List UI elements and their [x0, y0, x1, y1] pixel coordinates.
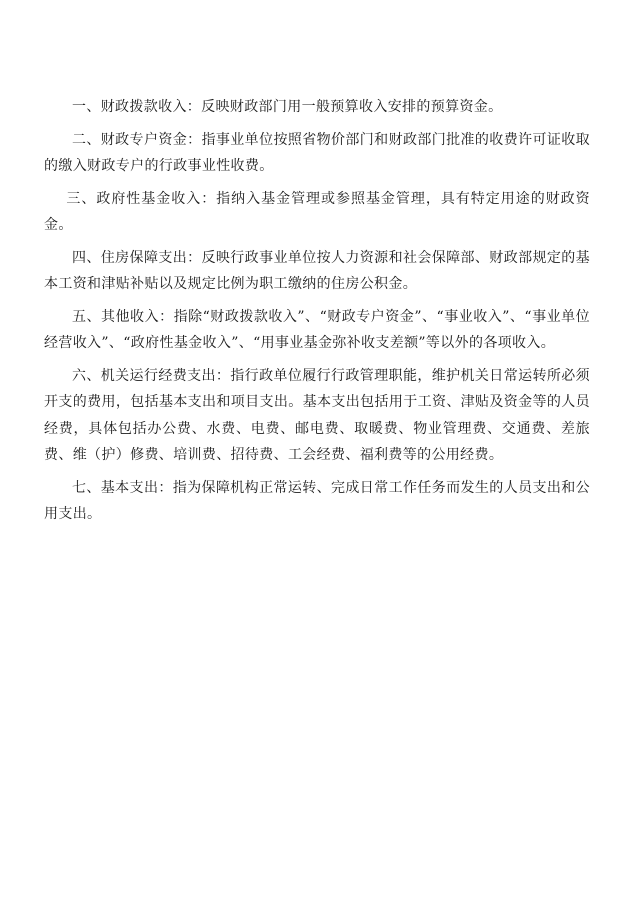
paragraph-other-income: 五、其他收入：指除“财政拨款收入”、“财政专户资金”、“事业收入”、“事业单位经营收入”、“政府性基金收入”、“用事业基金弥补收支差额”等以外的各项收入。	[44, 308, 590, 351]
paragraph-fiscal-appropriation-income: 一、财政拨款收入：反映财政部门用一般预算收入安排的预算资金。	[72, 99, 503, 115]
paragraph-agency-operating-expenditure: 六、机关运行经费支出：指行政单位履行行政管理职能，维护机关日常运转所必须开支的费用，包括基本支出和项目支出。基本支出包括用于工资、津贴及资金等的人员经费，具体包括办公费、水费、电费、邮电费、取暖费、物业管理费、交通费、差旅费、维（护）修费、培训费、招待费、工会经费、福利费等的公用经费。	[44, 367, 590, 463]
paragraph-basic-expenditure: 七、基本支出：指为保障机构正常运转、完成日常工作任务而发生的人员支出和公用支出。	[44, 479, 590, 522]
document-body	[44, 94, 590, 534]
paragraph-government-fund-income: 三、政府性基金收入：指纳入基金管理或参照基金管理，具有特定用途的财政资金。	[44, 190, 590, 233]
paragraph-housing-security-expenditure: 四、住房保障支出：反映行政事业单位按人力资源和社会保障部、财政部规定的基本工资和津贴补贴以及规定比例为职工缴纳的住房公积金。	[44, 249, 590, 292]
paragraph-fiscal-special-account-funds: 二、财政专户资金：指事业单位按照省物价部门和财政部门批准的收费许可证收取的缴入财政专户的行政事业性收费。	[44, 131, 590, 174]
